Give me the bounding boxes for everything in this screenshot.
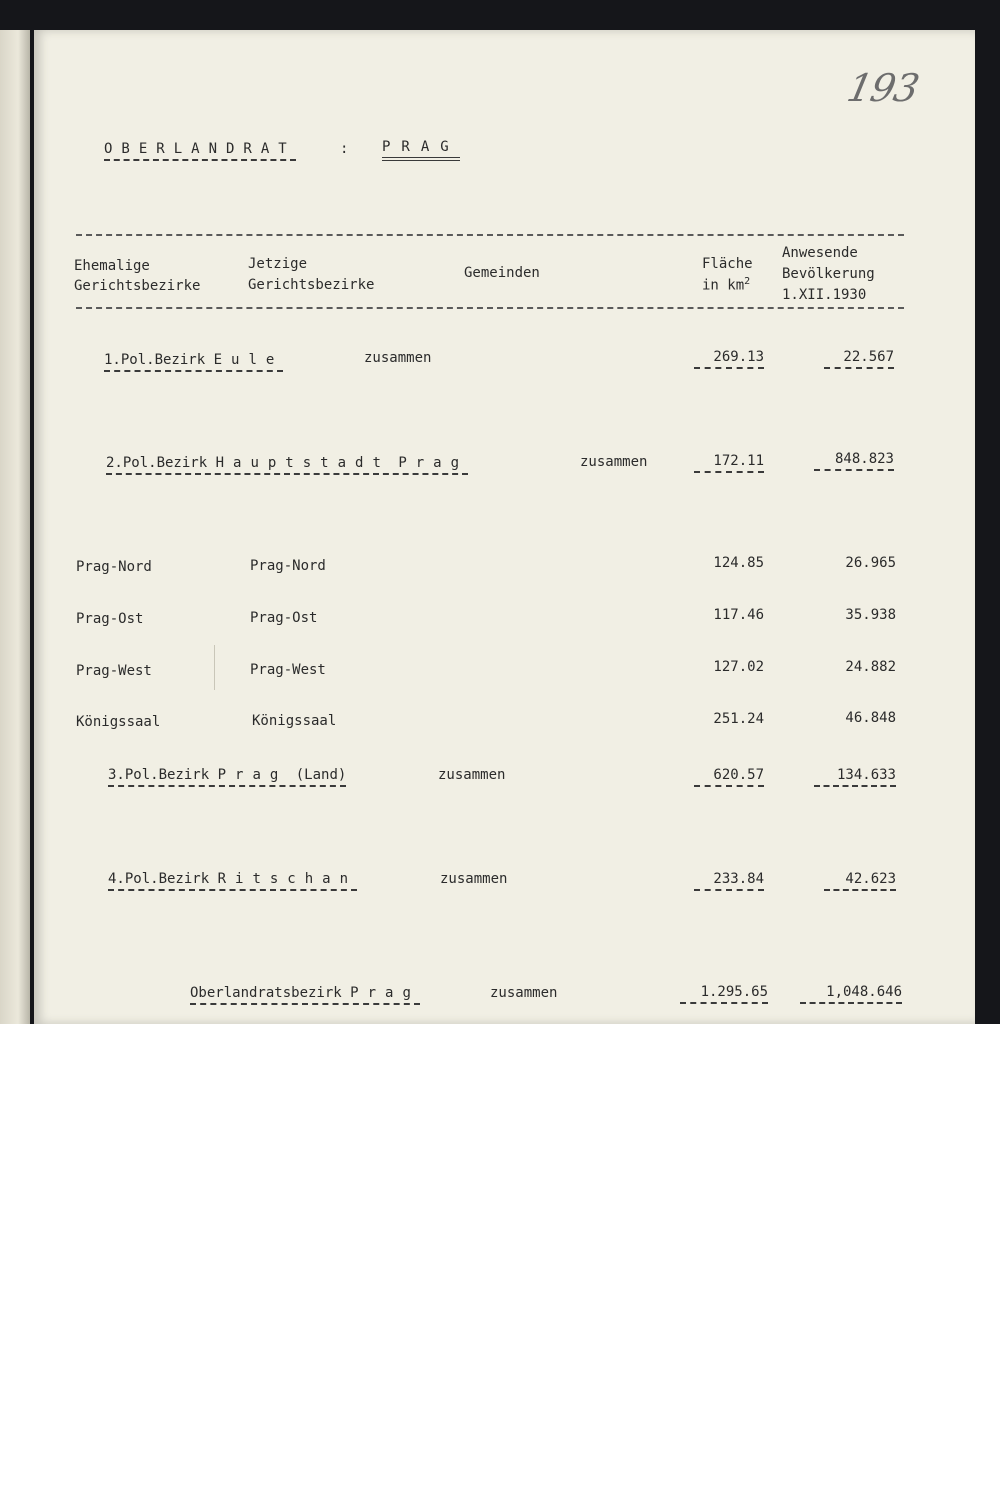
bezirk2-area: 172.11: [694, 454, 764, 473]
title-city: PRAG: [382, 140, 460, 161]
header-current-line2: Gerichtsbezirke: [248, 277, 375, 293]
bezirk3-label: 3.Pol.Bezirk Prag (Land): [108, 768, 346, 787]
total-population: 1,048.646: [800, 985, 902, 1004]
header-population-line1: Anwesende: [782, 245, 858, 261]
district-population: 35.938: [845, 607, 896, 623]
district-area: 127.02: [713, 659, 764, 675]
header-former-line2: Gerichtsbezirke: [74, 278, 201, 294]
district-area: 124.85: [713, 555, 764, 571]
column-divider: [214, 645, 215, 690]
district-former: Prag-Ost: [76, 611, 144, 627]
header-top-rule: [76, 234, 904, 236]
district-population: 24.882: [845, 659, 896, 675]
district-population: 46.848: [845, 710, 896, 726]
total-label: Oberlandratsbezirk Prag: [190, 986, 420, 1005]
bezirk2-population: 848.823: [814, 452, 894, 471]
bezirk4-label: 4.Pol.Bezirk Ritschan: [108, 872, 357, 891]
bezirk4-area: 233.84: [694, 872, 764, 891]
district-current: Prag-West: [250, 662, 326, 678]
district-area: 117.46: [713, 607, 764, 623]
header-population-line2: Bevölkerung: [782, 266, 875, 282]
district-area: 251.24: [713, 711, 764, 727]
bezirk3-area: 620.57: [694, 768, 764, 787]
bezirk2-label: 2.Pol.Bezirk Hauptstadt Prag: [106, 456, 468, 475]
bezirk1-area: 269.13: [694, 350, 764, 369]
total-suffix: zusammen: [490, 985, 558, 1001]
bezirk1-suffix: zusammen: [364, 350, 432, 366]
title-label: OBERLANDRAT: [104, 142, 296, 161]
page-number: 193: [843, 66, 923, 110]
bezirk3-suffix: zusammen: [438, 767, 506, 783]
header-former-line1: Ehemalige: [74, 258, 150, 274]
district-former: Prag-West: [76, 663, 152, 679]
total-area: 1.295.65: [680, 985, 768, 1004]
bezirk1-label: 1.Pol.Bezirk Eule: [104, 353, 283, 372]
header-area-line2: in $km^2$: [702, 276, 751, 294]
bezirk4-population: 42.623: [824, 872, 896, 891]
header-municipalities: Gemeinden: [464, 265, 540, 281]
district-current: Königssaal: [252, 713, 337, 729]
bezirk4-suffix: zusammen: [440, 871, 508, 887]
bezirk2-suffix: zusammen: [580, 454, 648, 470]
district-current: Prag-Ost: [250, 610, 318, 626]
header-population-line3: 1.XII.1930: [782, 287, 867, 303]
district-current: Prag-Nord: [250, 558, 326, 574]
bezirk3-population: 134.633: [814, 768, 896, 787]
header-current-line1: Jetzige: [248, 256, 308, 272]
district-former: Königssaal: [76, 714, 161, 730]
bezirk1-population: 22.567: [824, 350, 894, 369]
header-bottom-rule: [76, 307, 904, 309]
header-area-line1: Fläche: [702, 256, 753, 272]
left-page-edge: [0, 30, 30, 1024]
district-former: Prag-Nord: [76, 559, 152, 575]
district-population: 26.965: [845, 555, 896, 571]
title-separator: :: [340, 141, 349, 157]
